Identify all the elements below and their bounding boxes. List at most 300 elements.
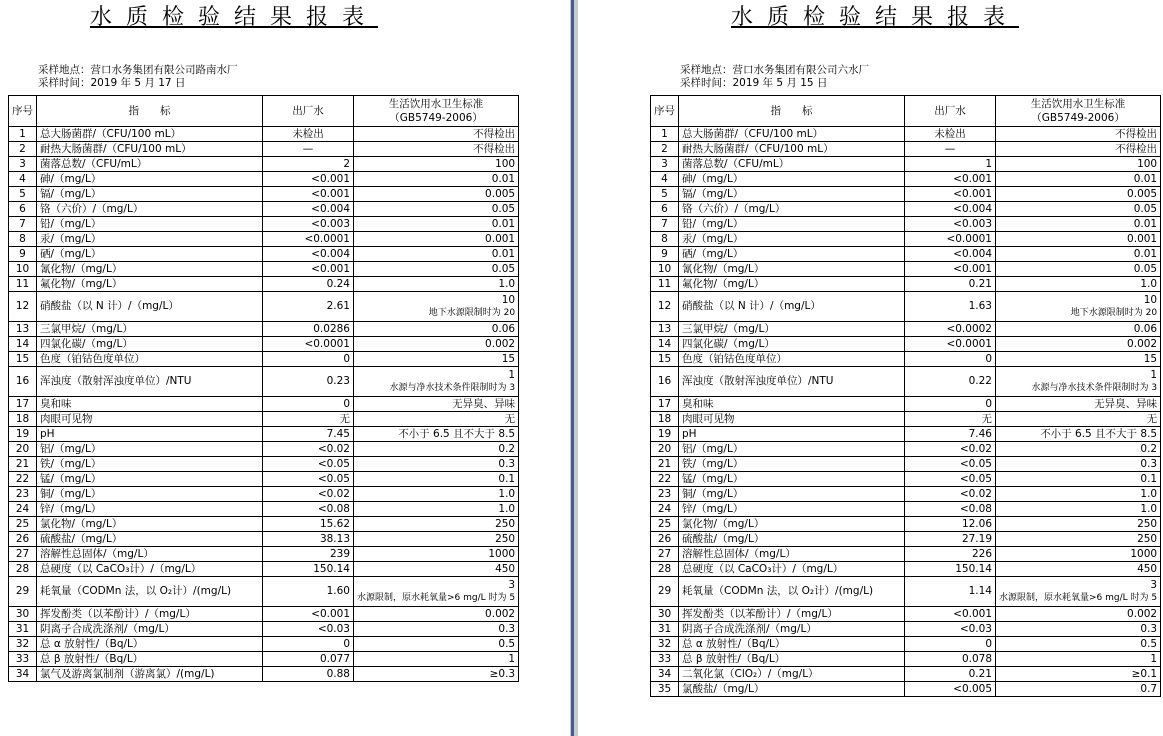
standard-limit bbox=[996, 352, 1161, 367]
row-number: 13 bbox=[651, 322, 679, 337]
outlet-value: — bbox=[263, 142, 354, 157]
indicator-name: 挥发酚类（以苯酚计）/（mg/L） bbox=[679, 607, 905, 622]
standard-limit bbox=[996, 517, 1161, 532]
standard-limit bbox=[354, 442, 519, 457]
row-number: 12 bbox=[9, 292, 37, 322]
row-number: 35 bbox=[651, 682, 679, 697]
row-number: 16 bbox=[9, 367, 37, 397]
standard-limit bbox=[354, 667, 519, 682]
standard-value: 450 bbox=[495, 563, 516, 575]
standard-value: 0.05 bbox=[491, 203, 516, 215]
indicator-name: 锌/（mg/L） bbox=[679, 502, 905, 517]
indicator-name: 肉眼可见物 bbox=[679, 412, 905, 427]
outlet-value: <0.001 bbox=[905, 262, 996, 277]
pane-divider[interactable] bbox=[570, 0, 578, 736]
table-row bbox=[651, 187, 1161, 202]
indicator-name: 氰化物/（mg/L） bbox=[679, 262, 905, 277]
outlet-value: 无 bbox=[905, 412, 996, 427]
standard-value: 0.06 bbox=[1133, 323, 1158, 335]
standard-value: 250 bbox=[495, 533, 516, 545]
standard-value: 无 bbox=[1146, 413, 1158, 425]
row-number: 33 bbox=[651, 652, 679, 667]
row-number: 23 bbox=[9, 487, 37, 502]
outlet-value: <0.02 bbox=[263, 487, 354, 502]
standard-value: 1 bbox=[1150, 653, 1158, 665]
standard-note: 水源与净水技术条件限制时为 3 bbox=[389, 382, 516, 393]
row-number: 17 bbox=[651, 397, 679, 412]
standard-limit bbox=[354, 202, 519, 217]
standard-value: 0.01 bbox=[491, 173, 516, 185]
standard-note: 水源与净水技术条件限制时为 3 bbox=[1031, 382, 1158, 393]
report-title: 水质检验结果报表 bbox=[731, 5, 1020, 30]
table-row bbox=[651, 232, 1161, 247]
row-number: 7 bbox=[651, 217, 679, 232]
table-row bbox=[9, 652, 519, 667]
header-standard-line2: （GB5749-2006） bbox=[1031, 112, 1125, 124]
indicator-name: 硫酸盐/（mg/L） bbox=[37, 532, 263, 547]
standard-limit bbox=[996, 637, 1161, 652]
outlet-value: <0.001 bbox=[263, 262, 354, 277]
outlet-value: 1.60 bbox=[263, 577, 354, 607]
standard-value: 不得检出 bbox=[1115, 128, 1158, 140]
indicator-name: 耐热大肠菌群/（CFU/100 mL） bbox=[679, 142, 905, 157]
row-number: 5 bbox=[651, 187, 679, 202]
indicator-name: 三氯甲烷/（mg/L） bbox=[37, 322, 263, 337]
row-number: 11 bbox=[651, 277, 679, 292]
outlet-value: 0.88 bbox=[263, 667, 354, 682]
row-number: 23 bbox=[651, 487, 679, 502]
standard-value: 1.0 bbox=[1140, 503, 1158, 515]
row-number: 34 bbox=[651, 667, 679, 682]
table-row bbox=[651, 577, 1161, 607]
standard-value: 0.5 bbox=[1140, 638, 1158, 650]
indicator-name: 总 α 放射性/（Bq/L） bbox=[679, 637, 905, 652]
header-indicator: 指 标 bbox=[37, 96, 263, 127]
standard-limit bbox=[996, 442, 1161, 457]
standard-limit bbox=[996, 157, 1161, 172]
table-row bbox=[9, 232, 519, 247]
table-row bbox=[9, 367, 519, 397]
standard-value: 450 bbox=[1137, 563, 1158, 575]
standard-limit bbox=[354, 172, 519, 187]
standard-value: 0.3 bbox=[498, 458, 516, 470]
standard-limit bbox=[996, 322, 1161, 337]
header-standard-line1: 生活饮用水卫生标准 bbox=[388, 98, 484, 110]
outlet-value: 7.45 bbox=[263, 427, 354, 442]
standard-limit bbox=[354, 292, 519, 322]
standard-limit bbox=[996, 577, 1161, 607]
standard-value: 0.2 bbox=[1140, 443, 1158, 455]
indicator-name: 四氯化碳/（mg/L） bbox=[37, 337, 263, 352]
row-number: 20 bbox=[651, 442, 679, 457]
row-number: 20 bbox=[9, 442, 37, 457]
row-number: 24 bbox=[651, 502, 679, 517]
table-row bbox=[651, 277, 1161, 292]
standard-limit bbox=[354, 487, 519, 502]
row-number: 3 bbox=[9, 157, 37, 172]
sampling-time: 采样时间：2019 年 5 月 15 日 bbox=[680, 77, 828, 89]
table-row bbox=[651, 127, 1161, 142]
row-number: 31 bbox=[651, 622, 679, 637]
outlet-value: 0 bbox=[263, 397, 354, 412]
row-number: 13 bbox=[9, 322, 37, 337]
indicator-name: 硝酸盐（以 N 计）/（mg/L） bbox=[37, 292, 263, 322]
outlet-value: 150.14 bbox=[905, 562, 996, 577]
standard-value: 15 bbox=[1143, 353, 1158, 365]
header-standard-line1: 生活饮用水卫生标准 bbox=[1030, 98, 1126, 110]
standard-note: 地下水源限制时为 20 bbox=[428, 307, 516, 318]
indicator-name: pH bbox=[37, 427, 263, 442]
outlet-value: <0.0002 bbox=[905, 322, 996, 337]
outlet-value: 0.078 bbox=[905, 652, 996, 667]
standard-note: 水源限制，原水耗氧量>6 mg/L 时为 5 bbox=[357, 592, 516, 603]
row-number: 10 bbox=[9, 262, 37, 277]
indicator-name: 三氯甲烷/（mg/L） bbox=[679, 322, 905, 337]
row-number: 26 bbox=[9, 532, 37, 547]
outlet-value: 15.62 bbox=[263, 517, 354, 532]
row-number: 11 bbox=[9, 277, 37, 292]
outlet-value: <0.03 bbox=[905, 622, 996, 637]
standard-limit bbox=[354, 127, 519, 142]
indicator-name: 总硬度（以 CaCO₃计）/（mg/L） bbox=[679, 562, 905, 577]
table-row bbox=[9, 517, 519, 532]
outlet-value: 未检出 bbox=[263, 127, 354, 142]
standard-value: 0.002 bbox=[1127, 338, 1158, 350]
table-row bbox=[651, 682, 1161, 697]
outlet-value: 0.21 bbox=[905, 667, 996, 682]
indicator-name: 铝/（mg/L） bbox=[679, 442, 905, 457]
indicator-name: 硫酸盐/（mg/L） bbox=[679, 532, 905, 547]
row-number: 16 bbox=[651, 367, 679, 397]
row-number: 29 bbox=[9, 577, 37, 607]
indicator-name: 氯化物/（mg/L） bbox=[37, 517, 263, 532]
standard-limit bbox=[996, 292, 1161, 322]
row-number: 4 bbox=[651, 172, 679, 187]
indicator-name: 阴离子合成洗涤剂/（mg/L） bbox=[37, 622, 263, 637]
indicator-name: 总 α 放射性/（Bq/L） bbox=[37, 637, 263, 652]
standard-limit bbox=[996, 622, 1161, 637]
standard-limit bbox=[354, 157, 519, 172]
outlet-value: 0.077 bbox=[263, 652, 354, 667]
standard-value: 0.002 bbox=[485, 338, 516, 350]
standard-value: 3 bbox=[1150, 578, 1158, 591]
table-row bbox=[651, 442, 1161, 457]
table-row bbox=[651, 637, 1161, 652]
row-number: 28 bbox=[651, 562, 679, 577]
table-row bbox=[651, 472, 1161, 487]
row-number: 21 bbox=[9, 457, 37, 472]
table-row bbox=[651, 217, 1161, 232]
standard-limit bbox=[354, 652, 519, 667]
row-number: 6 bbox=[651, 202, 679, 217]
header-outlet: 出厂水 bbox=[905, 96, 996, 127]
outlet-value: 0.23 bbox=[263, 367, 354, 397]
indicator-name: 铅/（mg/L） bbox=[37, 217, 263, 232]
row-number: 32 bbox=[651, 637, 679, 652]
indicator-name: 耐热大肠菌群/（CFU/100 mL） bbox=[37, 142, 263, 157]
standard-value: 10 bbox=[501, 293, 516, 306]
row-number: 19 bbox=[9, 427, 37, 442]
standard-limit bbox=[354, 607, 519, 622]
standard-value: 1.0 bbox=[1140, 278, 1158, 290]
indicator-name: 总硬度（以 CaCO₃计）/（mg/L） bbox=[37, 562, 263, 577]
outlet-value: 1 bbox=[905, 157, 996, 172]
standard-limit bbox=[996, 202, 1161, 217]
outlet-value: 1.63 bbox=[905, 292, 996, 322]
indicator-name: 氯化物/（mg/L） bbox=[679, 517, 905, 532]
report-left bbox=[0, 0, 570, 736]
standard-value: 1.0 bbox=[498, 503, 516, 515]
header-outlet: 出厂水 bbox=[263, 96, 354, 127]
table-row bbox=[651, 352, 1161, 367]
table-row bbox=[651, 262, 1161, 277]
standard-limit bbox=[996, 667, 1161, 682]
table-row bbox=[9, 277, 519, 292]
standard-value: 1000 bbox=[488, 548, 516, 560]
indicator-name: 溶解性总固体/（mg/L） bbox=[37, 547, 263, 562]
standard-limit bbox=[996, 337, 1161, 352]
standard-value: 3 bbox=[508, 578, 516, 591]
row-number: 4 bbox=[9, 172, 37, 187]
table-row bbox=[651, 517, 1161, 532]
standard-limit bbox=[996, 217, 1161, 232]
standard-value: 0.001 bbox=[1127, 233, 1158, 245]
table-header-row bbox=[651, 96, 1161, 127]
outlet-value: <0.004 bbox=[905, 247, 996, 262]
standard-limit bbox=[354, 622, 519, 637]
indicator-name: 铁/（mg/L） bbox=[679, 457, 905, 472]
standard-limit bbox=[996, 562, 1161, 577]
indicator-name: 铬（六价）/（mg/L） bbox=[37, 202, 263, 217]
standard-limit bbox=[354, 232, 519, 247]
report-meta bbox=[38, 64, 238, 90]
outlet-value: 150.14 bbox=[263, 562, 354, 577]
standard-limit bbox=[354, 547, 519, 562]
row-number: 25 bbox=[651, 517, 679, 532]
row-number: 15 bbox=[651, 352, 679, 367]
outlet-value: <0.003 bbox=[905, 217, 996, 232]
standard-limit bbox=[354, 247, 519, 262]
table-row bbox=[651, 397, 1161, 412]
row-number: 26 bbox=[651, 532, 679, 547]
table-row bbox=[651, 607, 1161, 622]
table-row bbox=[9, 622, 519, 637]
table-row bbox=[651, 487, 1161, 502]
indicator-name: 铝/（mg/L） bbox=[37, 442, 263, 457]
row-number: 18 bbox=[651, 412, 679, 427]
row-number: 7 bbox=[9, 217, 37, 232]
outlet-value: 未检出 bbox=[905, 127, 996, 142]
standard-value: 15 bbox=[501, 353, 516, 365]
standard-limit bbox=[354, 322, 519, 337]
standard-limit bbox=[354, 517, 519, 532]
outlet-value: <0.001 bbox=[905, 172, 996, 187]
outlet-value: 2.61 bbox=[263, 292, 354, 322]
table-row bbox=[651, 562, 1161, 577]
table-row bbox=[651, 547, 1161, 562]
indicator-name: 耗氧量（CODMn 法，以 O₂计）/(mg/L) bbox=[37, 577, 263, 607]
standard-limit bbox=[996, 232, 1161, 247]
indicator-name: 色度（铂钴色度单位） bbox=[37, 352, 263, 367]
standard-limit bbox=[996, 367, 1161, 397]
table-row bbox=[9, 502, 519, 517]
indicator-name: 锌/（mg/L） bbox=[37, 502, 263, 517]
table-row bbox=[9, 472, 519, 487]
outlet-value: <0.001 bbox=[263, 172, 354, 187]
outlet-value: <0.03 bbox=[263, 622, 354, 637]
standard-limit bbox=[354, 337, 519, 352]
standard-value: 0.01 bbox=[491, 218, 516, 230]
row-number: 27 bbox=[651, 547, 679, 562]
standard-note: 地下水源限制时为 20 bbox=[1070, 307, 1158, 318]
outlet-value: 0.0286 bbox=[263, 322, 354, 337]
row-number: 6 bbox=[9, 202, 37, 217]
standard-value: 0.001 bbox=[485, 233, 516, 245]
table-row bbox=[9, 187, 519, 202]
table-row bbox=[9, 442, 519, 457]
row-number: 19 bbox=[651, 427, 679, 442]
table-row bbox=[651, 337, 1161, 352]
indicator-name: 臭和味 bbox=[37, 397, 263, 412]
row-number: 5 bbox=[9, 187, 37, 202]
standard-limit bbox=[354, 397, 519, 412]
outlet-value: 7.46 bbox=[905, 427, 996, 442]
indicator-name: 镉/（mg/L） bbox=[37, 187, 263, 202]
table-row bbox=[651, 172, 1161, 187]
header-standard bbox=[996, 96, 1161, 127]
standard-value: 0.5 bbox=[498, 638, 516, 650]
table-row bbox=[9, 607, 519, 622]
row-number: 29 bbox=[651, 577, 679, 607]
outlet-value: <0.001 bbox=[263, 187, 354, 202]
indicator-name: 汞/（mg/L） bbox=[679, 232, 905, 247]
standard-limit bbox=[996, 127, 1161, 142]
outlet-value: 2 bbox=[263, 157, 354, 172]
outlet-value: 226 bbox=[905, 547, 996, 562]
table-row bbox=[651, 322, 1161, 337]
standard-limit bbox=[996, 547, 1161, 562]
standard-value: 1.0 bbox=[498, 488, 516, 500]
header-no: 序号 bbox=[651, 96, 679, 127]
standard-value: 0.05 bbox=[491, 263, 516, 275]
standard-limit bbox=[996, 427, 1161, 442]
outlet-value: 0.24 bbox=[263, 277, 354, 292]
standard-limit bbox=[996, 172, 1161, 187]
row-number: 10 bbox=[651, 262, 679, 277]
indicator-name: 浑浊度（散射浑浊度单位）/NTU bbox=[679, 367, 905, 397]
outlet-value: <0.003 bbox=[263, 217, 354, 232]
outlet-value: <0.004 bbox=[263, 202, 354, 217]
indicator-name: 二氧化氯（ClO₂）/（mg/L） bbox=[679, 667, 905, 682]
standard-value: 不得检出 bbox=[1115, 143, 1158, 155]
indicator-name: 硒/（mg/L） bbox=[37, 247, 263, 262]
standard-limit bbox=[354, 142, 519, 157]
table-row bbox=[651, 157, 1161, 172]
row-number: 2 bbox=[651, 142, 679, 157]
standard-value: 0.3 bbox=[1140, 623, 1158, 635]
standard-limit bbox=[996, 277, 1161, 292]
report-right bbox=[578, 0, 1163, 736]
table-row bbox=[9, 352, 519, 367]
indicator-name: 总 β 放射性/（Bq/L） bbox=[37, 652, 263, 667]
report-title: 水质检验结果报表 bbox=[90, 5, 379, 30]
standard-limit bbox=[354, 187, 519, 202]
indicator-name: pH bbox=[679, 427, 905, 442]
row-number: 22 bbox=[9, 472, 37, 487]
outlet-value: <0.0001 bbox=[905, 337, 996, 352]
indicator-name: 氟化物/（mg/L） bbox=[37, 277, 263, 292]
standard-limit bbox=[996, 682, 1161, 697]
indicator-name: 总 β 放射性/（Bq/L） bbox=[679, 652, 905, 667]
standard-value: 不小于 6.5 且不大于 8.5 bbox=[1040, 428, 1158, 440]
standard-value: 0.005 bbox=[485, 188, 516, 200]
standard-limit bbox=[354, 427, 519, 442]
header-indicator: 指 标 bbox=[679, 96, 905, 127]
standard-limit bbox=[354, 502, 519, 517]
standard-value: 0.05 bbox=[1133, 263, 1158, 275]
standard-limit bbox=[996, 607, 1161, 622]
standard-limit bbox=[996, 457, 1161, 472]
table-row bbox=[651, 532, 1161, 547]
indicator-name: 四氯化碳/（mg/L） bbox=[679, 337, 905, 352]
header-no: 序号 bbox=[9, 96, 37, 127]
standard-limit bbox=[996, 652, 1161, 667]
indicator-name: 铁/（mg/L） bbox=[37, 457, 263, 472]
indicator-name: 铅/（mg/L） bbox=[679, 217, 905, 232]
standard-value: 0.002 bbox=[1127, 608, 1158, 620]
indicator-name: 镉/（mg/L） bbox=[679, 187, 905, 202]
table-row bbox=[9, 412, 519, 427]
outlet-value: 1.14 bbox=[905, 577, 996, 607]
table-row bbox=[9, 562, 519, 577]
standard-value: 无 bbox=[504, 413, 516, 425]
indicator-name: 氟化物/（mg/L） bbox=[679, 277, 905, 292]
standard-value: 0.2 bbox=[498, 443, 516, 455]
standard-limit bbox=[996, 142, 1161, 157]
indicator-name: 氯酸盐/（mg/L） bbox=[679, 682, 905, 697]
standard-value: 250 bbox=[495, 518, 516, 530]
standard-value: ≥0.1 bbox=[1131, 668, 1158, 680]
outlet-value: 0 bbox=[263, 637, 354, 652]
table-row bbox=[651, 622, 1161, 637]
outlet-value: <0.004 bbox=[905, 202, 996, 217]
table-row bbox=[9, 157, 519, 172]
indicator-name: 肉眼可见物 bbox=[37, 412, 263, 427]
row-number: 25 bbox=[9, 517, 37, 532]
table-row bbox=[9, 427, 519, 442]
sampling-time: 采样时间：2019 年 5 月 17 日 bbox=[38, 77, 186, 89]
table-row bbox=[9, 322, 519, 337]
standard-value: ≥0.3 bbox=[489, 668, 516, 680]
row-number: 17 bbox=[9, 397, 37, 412]
indicator-name: 砷/（mg/L） bbox=[679, 172, 905, 187]
indicator-name: 总大肠菌群/（CFU/100 mL） bbox=[37, 127, 263, 142]
standard-value: 1 bbox=[1150, 368, 1158, 381]
row-number: 1 bbox=[9, 127, 37, 142]
standard-value: 1000 bbox=[1130, 548, 1158, 560]
standard-value: 0.01 bbox=[491, 248, 516, 260]
indicator-name: 浑浊度（散射浑浊度单位）/NTU bbox=[37, 367, 263, 397]
row-number: 8 bbox=[9, 232, 37, 247]
standard-value: 不得检出 bbox=[473, 128, 516, 140]
row-number: 8 bbox=[651, 232, 679, 247]
standard-limit bbox=[996, 532, 1161, 547]
standard-value: 0.1 bbox=[1140, 473, 1158, 485]
row-number: 3 bbox=[651, 157, 679, 172]
standard-value: 0.1 bbox=[498, 473, 516, 485]
table-row bbox=[651, 247, 1161, 262]
standard-limit bbox=[996, 472, 1161, 487]
